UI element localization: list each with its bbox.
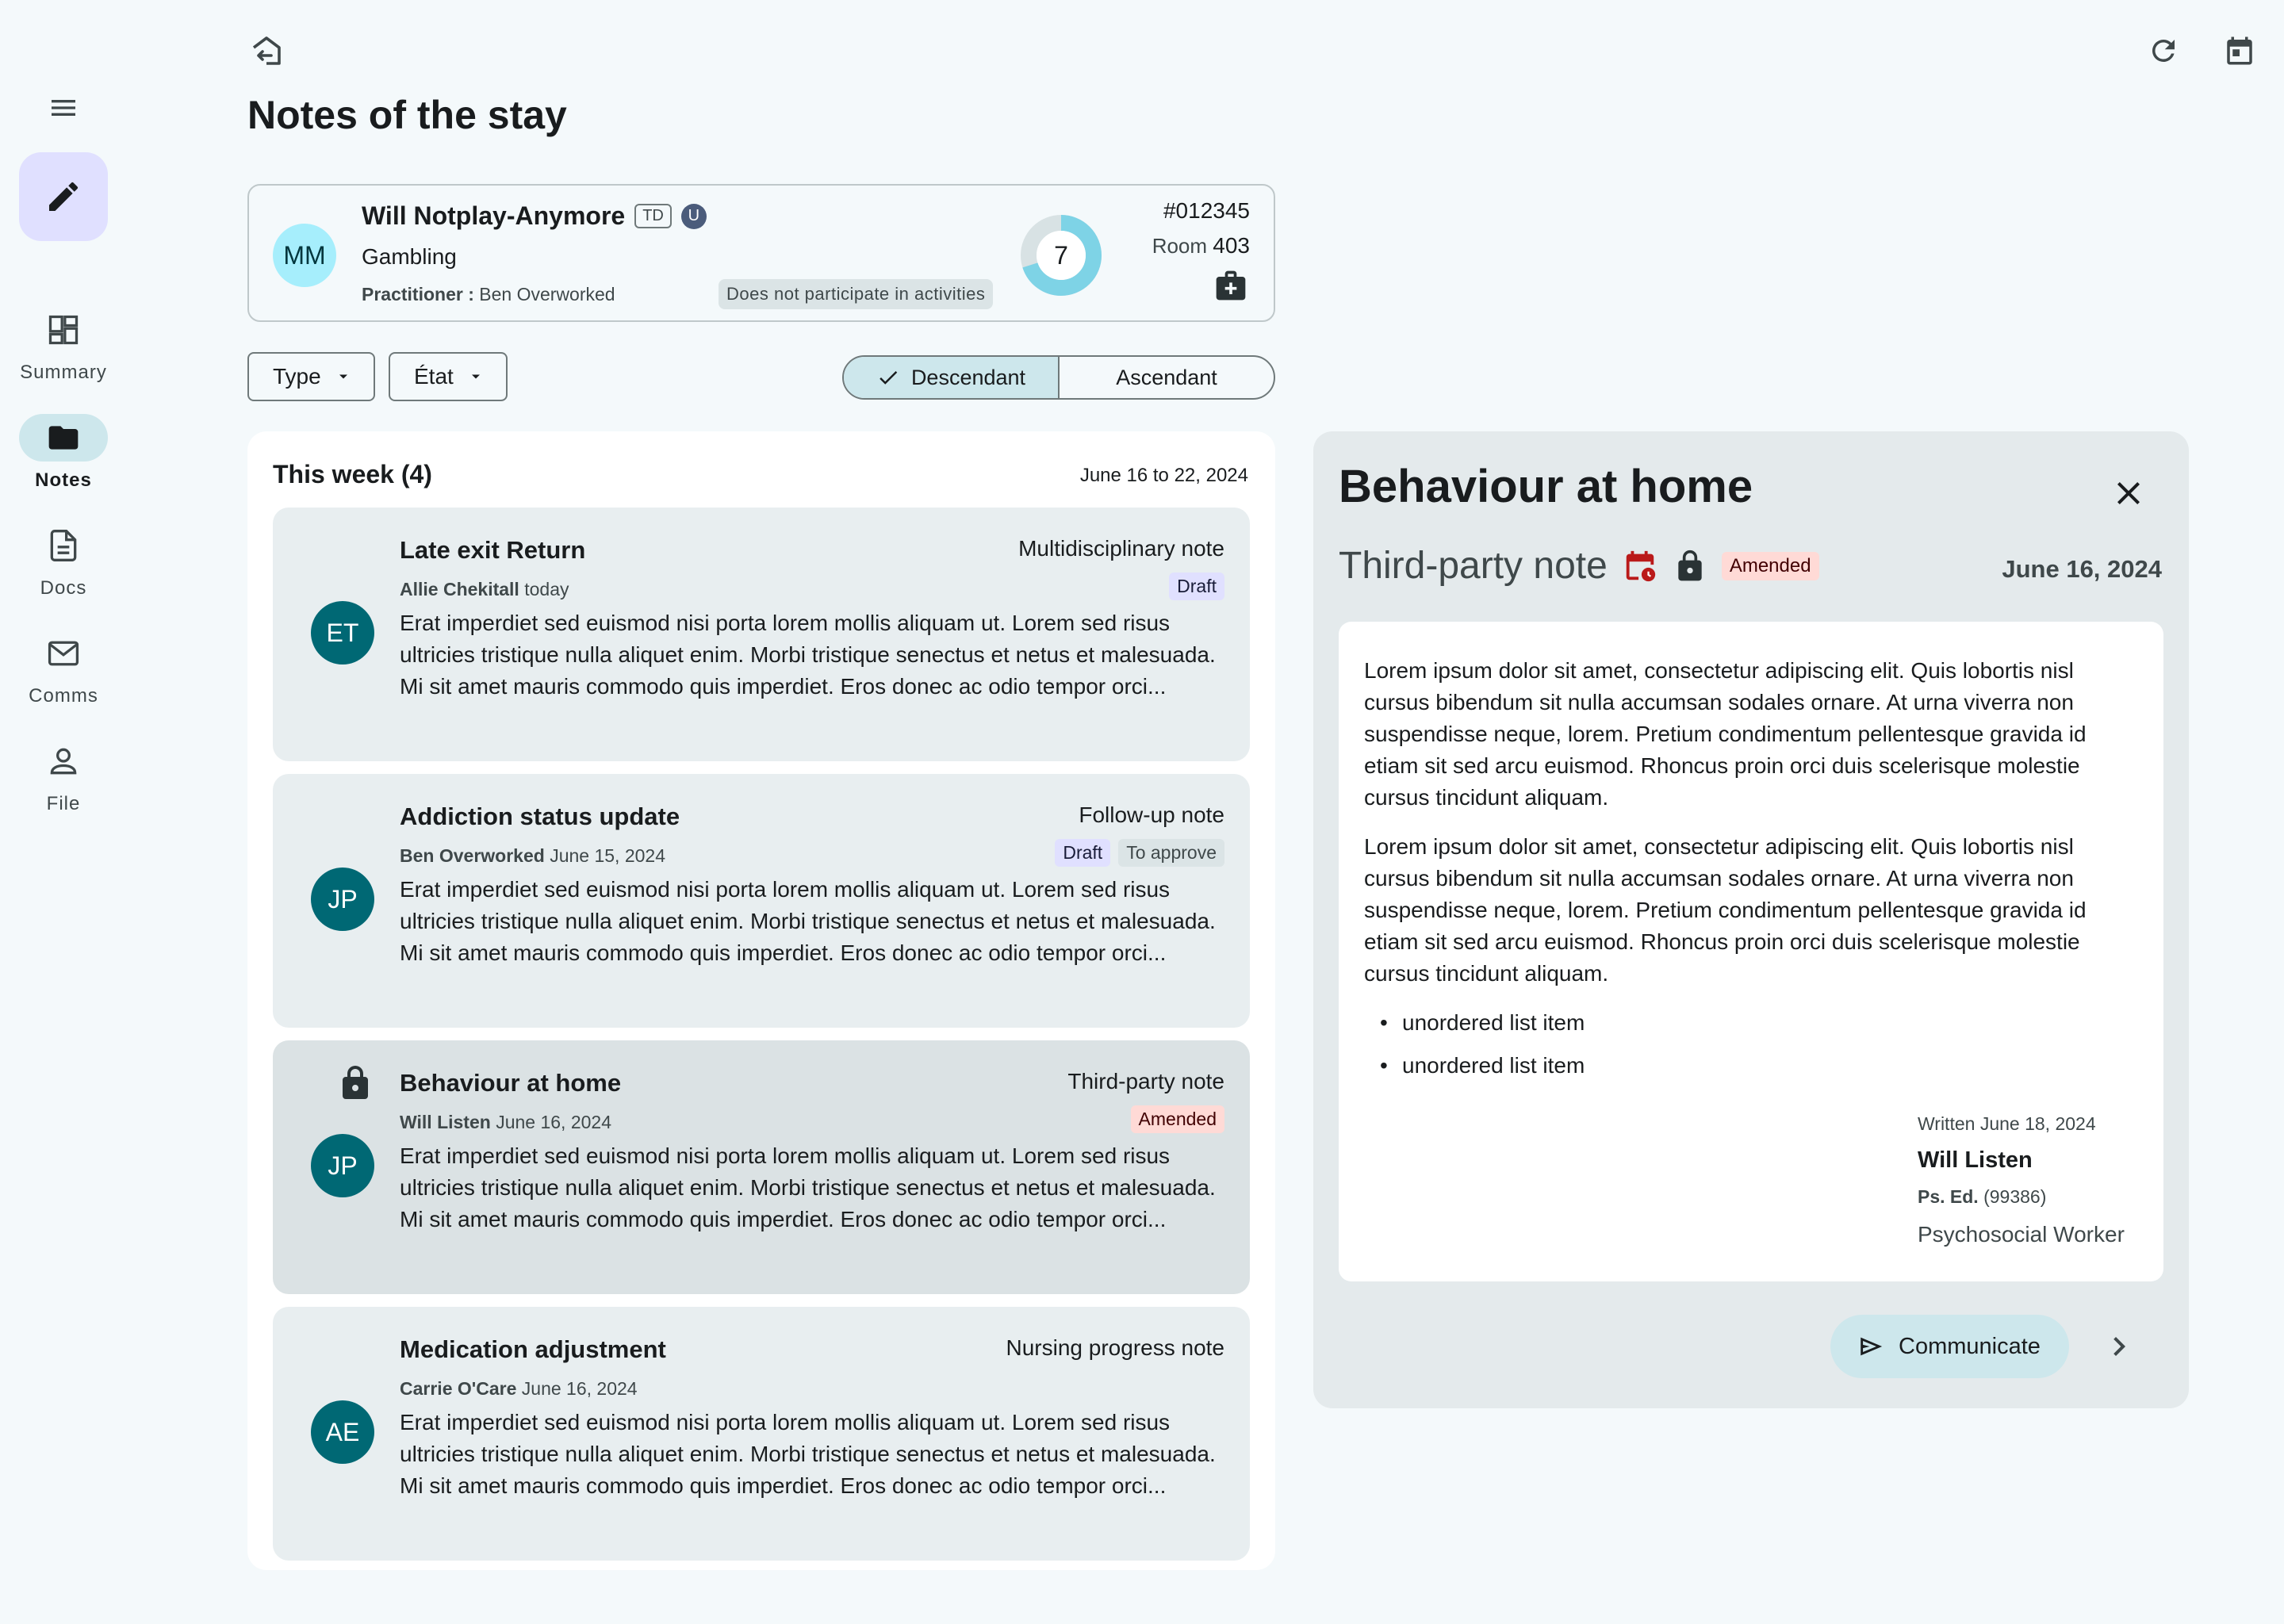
note-card[interactable] bbox=[273, 1307, 1250, 1561]
patient-reason: Gambling bbox=[362, 244, 457, 269]
type-filter-dropdown[interactable] bbox=[247, 352, 375, 401]
menu-icon[interactable] bbox=[44, 89, 82, 127]
patient-card[interactable] bbox=[247, 184, 1275, 322]
dropdown-arrow-icon bbox=[335, 369, 351, 385]
note-badges bbox=[1055, 839, 1224, 867]
week-range: June 16 to 22, 2024 bbox=[1079, 465, 1248, 486]
patient-name-row bbox=[362, 201, 707, 231]
note-badges bbox=[1169, 573, 1224, 600]
note-title: Medication adjustment bbox=[400, 1335, 666, 1363]
list-item: • unordered list item bbox=[1364, 1050, 2138, 1082]
note-card-selected[interactable] bbox=[273, 1040, 1250, 1294]
note-type: Third-party note bbox=[1067, 1069, 1224, 1094]
draft-badge: Draft bbox=[1169, 573, 1224, 600]
document-icon bbox=[46, 528, 81, 563]
note-type: Follow-up note bbox=[1079, 802, 1224, 827]
note-title: Addiction status update bbox=[400, 802, 680, 830]
credential-title: Ps. Ed. bbox=[1918, 1186, 1979, 1207]
note-excerpt: Erat imperdiet sed euismod nisi porta lorem mollis aliquam ut. Lorem sed risus ultricies tristique nulla aliquet enim. Morbi tristique senectus et netus et malesuada. Mi sit amet mauris commodo quis imperdiet. Eros donec ac odio tempor orci... bbox=[400, 877, 1216, 965]
signer-credential bbox=[1918, 1186, 2125, 1208]
note-card[interactable] bbox=[273, 774, 1250, 1028]
sort-toggle bbox=[842, 355, 1275, 400]
note-card[interactable] bbox=[273, 508, 1250, 761]
week-header: This week (4) bbox=[273, 460, 432, 488]
note-author: Ben Overworked bbox=[400, 845, 545, 866]
score-value: 7 bbox=[1054, 240, 1068, 270]
communicate-button[interactable] bbox=[1830, 1315, 2069, 1378]
author-avatar: JP bbox=[311, 1134, 374, 1197]
td-badge: TD bbox=[634, 204, 672, 228]
folder-icon bbox=[46, 420, 81, 455]
written-date: Written June 18, 2024 bbox=[1918, 1113, 2096, 1134]
signer-role: Psychosocial Worker bbox=[1918, 1222, 2125, 1247]
detail-paragraph: Lorem ipsum dolor sit amet, consectetur adipiscing elit. Quis lobortis nisl cursus bibendum sit nulla accumsan sodales ornare. At urna viverra non suspendisse neque, lorem. Pretium condimentum pellentesque gravida id etiam sit sed arcu euismod. Rhoncus proin orci duis scelerisque molestie cursus tincidunt aliquam. bbox=[1364, 658, 2087, 810]
notes-list-panel bbox=[247, 431, 1275, 1570]
lock-icon bbox=[336, 1064, 374, 1102]
author-avatar: ET bbox=[311, 601, 374, 665]
type-filter-label: Type bbox=[273, 364, 321, 389]
nav-label-notes: Notes bbox=[35, 469, 92, 491]
note-meta bbox=[400, 1112, 611, 1133]
note-date: June 16, 2024 bbox=[521, 1378, 638, 1399]
nav-item-notes[interactable] bbox=[0, 414, 127, 492]
room-label: Room bbox=[1152, 234, 1208, 258]
pencil-icon bbox=[44, 178, 82, 216]
detail-subtitle-row bbox=[1339, 544, 1819, 588]
file-number: #012345 bbox=[1163, 198, 1250, 223]
author-avatar: JP bbox=[311, 868, 374, 931]
sort-descending-button[interactable] bbox=[844, 357, 1060, 398]
detail-note-type: Third-party note bbox=[1339, 545, 1608, 587]
note-date: June 16, 2024 bbox=[496, 1112, 611, 1132]
room bbox=[1152, 233, 1250, 259]
nav-item-docs[interactable] bbox=[0, 522, 127, 599]
detail-title: Behaviour at home bbox=[1339, 461, 1753, 512]
practitioner-name: Ben Overworked bbox=[479, 284, 615, 304]
author-avatar: AE bbox=[311, 1400, 374, 1464]
note-excerpt: Erat imperdiet sed euismod nisi porta lorem mollis aliquam ut. Lorem sed risus ultricies tristique nulla aliquet enim. Morbi tristique senectus et netus et malesuada. Mi sit amet mauris commodo quis imperdiet. Eros donec ac odio tempor orci... bbox=[400, 1143, 1216, 1231]
check-icon bbox=[876, 366, 900, 389]
u-badge: U bbox=[681, 204, 707, 229]
patient-name: Will Notplay-Anymore bbox=[362, 201, 626, 230]
note-title: Late exit Return bbox=[400, 536, 586, 564]
calendar-clock-icon bbox=[1622, 548, 1658, 584]
detail-content bbox=[1339, 622, 2163, 1281]
nav-item-file[interactable] bbox=[0, 737, 127, 815]
detail-paragraph: Lorem ipsum dolor sit amet, consectetur adipiscing elit. Quis lobortis nisl cursus bibendum sit nulla accumsan sodales ornare. At urna viverra non suspendisse neque, lorem. Pretium condimentum pellentesque gravida id etiam sit sed arcu euismod. Rhoncus proin orci duis scelerisque molestie cursus tincidunt aliquam. bbox=[1364, 834, 2087, 986]
amended-badge: Amended bbox=[1722, 552, 1819, 580]
lock-icon bbox=[1673, 549, 1707, 584]
patient-avatar: MM bbox=[273, 224, 336, 287]
calendar-icon[interactable] bbox=[2221, 32, 2259, 70]
credential-number: (99386) bbox=[1983, 1186, 2047, 1207]
note-meta bbox=[400, 579, 569, 600]
sort-ascending-button[interactable] bbox=[1060, 357, 1274, 398]
chevron-right-icon[interactable] bbox=[2100, 1327, 2138, 1365]
to-approve-badge: To approve bbox=[1118, 839, 1224, 867]
state-filter-dropdown[interactable] bbox=[389, 352, 508, 401]
note-meta bbox=[400, 1378, 638, 1400]
patient-practitioner bbox=[362, 284, 615, 305]
list-item: • unordered list item bbox=[1364, 1007, 2138, 1039]
new-note-button[interactable] bbox=[19, 152, 108, 241]
page-title: Notes of the stay bbox=[247, 93, 567, 137]
navigation-rail bbox=[0, 0, 127, 1624]
nav-label-file: File bbox=[46, 793, 81, 814]
state-filter-label: État bbox=[414, 364, 454, 389]
signer-name: Will Listen bbox=[1918, 1147, 2033, 1173]
draft-badge: Draft bbox=[1055, 839, 1110, 867]
communicate-label: Communicate bbox=[1899, 1333, 2041, 1359]
note-type: Nursing progress note bbox=[1006, 1335, 1224, 1360]
dropdown-arrow-icon bbox=[468, 369, 484, 385]
note-detail-panel bbox=[1313, 431, 2189, 1408]
sort-ascending-label: Ascendant bbox=[1116, 365, 1217, 389]
medical-kit-icon bbox=[1213, 268, 1248, 303]
amended-badge: Amended bbox=[1131, 1105, 1224, 1133]
room-number: 403 bbox=[1213, 233, 1250, 258]
practitioner-label: Practitioner : bbox=[362, 284, 474, 304]
note-date: June 15, 2024 bbox=[550, 845, 665, 866]
close-icon[interactable] bbox=[2110, 474, 2148, 512]
nav-label-summary: Summary bbox=[20, 362, 107, 383]
mail-icon bbox=[46, 636, 81, 671]
nav-label-docs: Docs bbox=[40, 577, 87, 599]
note-meta bbox=[400, 845, 665, 867]
note-excerpt: Erat imperdiet sed euismod nisi porta lorem mollis aliquam ut. Lorem sed risus ultricies tristique nulla aliquet enim. Morbi tristique senectus et netus et malesuada. Mi sit amet mauris commodo quis imperdiet. Eros donec ac odio tempor orci... bbox=[400, 611, 1216, 699]
send-icon bbox=[1857, 1333, 1884, 1360]
note-author: Carrie O'Care bbox=[400, 1378, 517, 1399]
detail-list bbox=[1364, 1007, 2138, 1082]
sort-descending-label: Descendant bbox=[910, 365, 1026, 389]
nav-item-comms[interactable] bbox=[0, 630, 127, 707]
refresh-icon[interactable] bbox=[2144, 32, 2182, 70]
detail-date: June 16, 2024 bbox=[2002, 555, 2162, 583]
nav-item-summary[interactable] bbox=[0, 306, 127, 384]
note-badges bbox=[1131, 1105, 1224, 1133]
note-date: today bbox=[524, 579, 569, 599]
nav-label-comms: Comms bbox=[29, 685, 98, 707]
note-author: Allie Chekitall bbox=[400, 579, 519, 599]
dashboard-icon bbox=[46, 312, 81, 347]
note-excerpt: Erat imperdiet sed euismod nisi porta lorem mollis aliquam ut. Lorem sed risus ultricies tristique nulla aliquet enim. Morbi tristique senectus et netus et malesuada. Mi sit amet mauris commodo quis imperdiet. Eros donec ac odio tempor orci... bbox=[400, 1410, 1216, 1498]
note-author: Will Listen bbox=[400, 1112, 491, 1132]
person-icon bbox=[46, 744, 81, 779]
activity-chip: Does not participate in activities bbox=[719, 279, 993, 309]
note-type: Multidisciplinary note bbox=[1018, 536, 1224, 561]
back-home-icon[interactable] bbox=[247, 32, 286, 70]
signature-block bbox=[1918, 1113, 2125, 1247]
note-title: Behaviour at home bbox=[400, 1069, 622, 1097]
